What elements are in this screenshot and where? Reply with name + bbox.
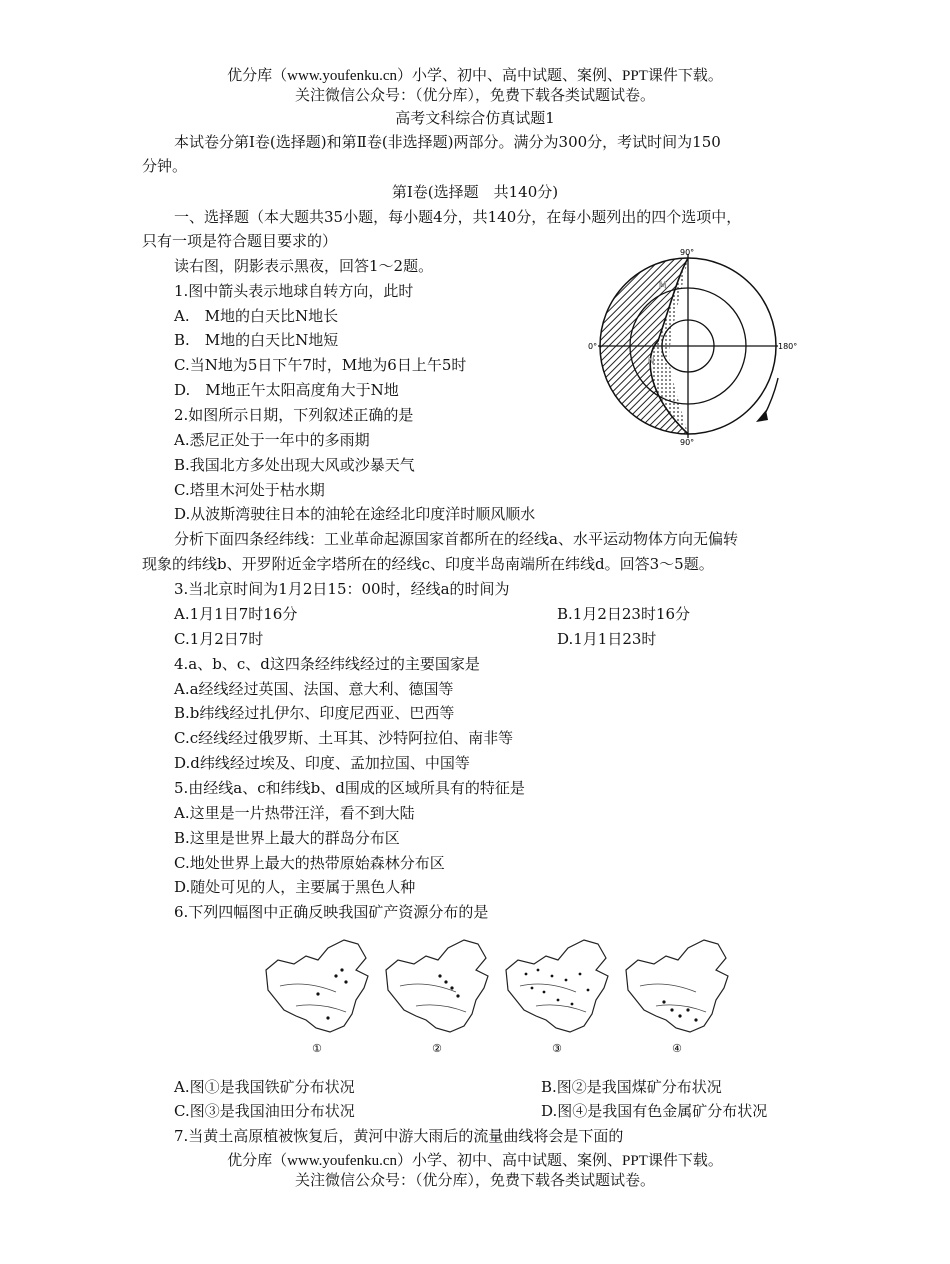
q1-option-a: A. M地的白天比N地长 bbox=[174, 307, 339, 325]
china-map-3 bbox=[506, 940, 608, 1055]
q2-option-b: B.我国北方多处出现大风或沙暴天气 bbox=[174, 456, 415, 474]
q4-option-b: B.b纬线经过扎伊尔、印度尼西亚、巴西等 bbox=[174, 704, 455, 722]
q6-option-c: C.图③是我国油田分布状况 bbox=[174, 1102, 355, 1120]
header-line-1: 优分库（www.youfenku.cn）小学、初中、高中试题、案例、PPT课件下载。 bbox=[227, 68, 723, 84]
header-line-2: 关注微信公众号：（优分库），免费下载各类试题试卷。 bbox=[294, 88, 655, 104]
china-map-2 bbox=[386, 940, 488, 1055]
q2-option-d: D.从波斯湾驶往日本的油轮在途经北印度洋时顺风顺水 bbox=[174, 505, 536, 523]
q6-option-d: D.图④是我国有色金属矿分布状况 bbox=[541, 1102, 768, 1120]
label-n: N bbox=[648, 357, 655, 367]
q4-option-c: C.c经线经过俄罗斯、土耳其、沙特阿拉伯、南非等 bbox=[174, 729, 514, 747]
analysis-line-1: 分析下面四条经纬线：工业革命起源国家首都所在的经线a、水平运动物体方向无偏转 bbox=[174, 530, 738, 548]
instructions-line-2: 只有一项是符合题目要求的） bbox=[142, 232, 338, 250]
map-label-1: ① bbox=[312, 1042, 322, 1055]
map-label-2: ② bbox=[432, 1042, 442, 1055]
intro-line-1: 本试卷分第Ⅰ卷(选择题)和第Ⅱ卷(非选择题)两部分。满分为300分，考试时间为150 bbox=[174, 133, 721, 151]
footer-line-2: 关注微信公众号：（优分库），免费下载各类试题试卷。 bbox=[294, 1173, 655, 1189]
label-90-top: 90° bbox=[680, 248, 695, 257]
china-map-1 bbox=[266, 940, 368, 1055]
label-m: M bbox=[659, 281, 667, 291]
q3-stem: 3.当北京时间为1月2日15：00时，经线a的时间为 bbox=[174, 580, 510, 598]
section-title: 第Ⅰ卷(选择题 共140分) bbox=[391, 183, 559, 201]
q1-option-d: D. M地正午太阳高度角大于N地 bbox=[174, 381, 399, 399]
q2-option-a: A.悉尼正处于一年中的多雨期 bbox=[174, 431, 370, 449]
q5-option-d: D.随处可见的人，主要属于黑色人种 bbox=[174, 878, 416, 896]
footer-line-1: 优分库（www.youfenku.cn）小学、初中、高中试题、案例、PPT课件下载。 bbox=[227, 1153, 723, 1169]
q3-option-c: C.1月2日7时 bbox=[174, 630, 264, 648]
q1-option-b: B. M地的白天比N地短 bbox=[174, 331, 339, 349]
analysis-line-2: 现象的纬线b、开罗附近金字塔所在的经线c、印度半岛南端所在纬线d。回答3～5题。 bbox=[142, 555, 714, 573]
q1-stem: 1.图中箭头表示地球自转方向，此时 bbox=[174, 282, 414, 300]
label-90-bottom: 90° bbox=[680, 438, 695, 446]
q2-stem: 2.如图所示日期，下列叙述正确的是 bbox=[174, 406, 414, 424]
q1-option-c: C.当N地为5日下午7时，M地为6日上午5时 bbox=[174, 356, 467, 374]
q4-option-d: D.d纬线经过埃及、印度、孟加拉国、中国等 bbox=[174, 754, 470, 772]
globe-diagram bbox=[588, 246, 808, 446]
page-title: 高考文科综合仿真试题1 bbox=[395, 109, 555, 127]
rotation-arrowhead-icon bbox=[756, 410, 768, 422]
q4-option-a: A.a经线经过英国、法国、意大利、德国等 bbox=[174, 680, 454, 698]
globe-figure bbox=[588, 246, 808, 446]
map-label-3: ③ bbox=[552, 1042, 562, 1055]
q3-option-d: D.1月1日23时 bbox=[557, 630, 657, 648]
read-figure-prompt: 读右图，阴影表示黑夜，回答1～2题。 bbox=[174, 257, 434, 275]
label-0: 0° bbox=[588, 342, 598, 351]
china-map-4 bbox=[626, 940, 728, 1055]
q7-stem: 7.当黄土高原植被恢复后，黄河中游大雨后的流量曲线将会是下面的 bbox=[174, 1127, 624, 1145]
q5-option-b: B.这里是世界上最大的群岛分布区 bbox=[174, 829, 400, 847]
q3-option-a: A.1月1日7时16分 bbox=[174, 605, 298, 623]
q6-option-b: B.图②是我国煤矿分布状况 bbox=[541, 1078, 722, 1096]
q2-option-c: C.塔里木河处于枯水期 bbox=[174, 481, 325, 499]
instructions-line-1: 一、选择题（本大题共35小题，每小题4分，共140分，在每小题列出的四个选项中， bbox=[174, 208, 742, 226]
q3-option-b: B.1月2日23时16分 bbox=[557, 605, 691, 623]
label-180: 180° bbox=[778, 342, 798, 351]
q6-option-a: A.图①是我国铁矿分布状况 bbox=[174, 1078, 355, 1096]
china-maps-figure bbox=[252, 926, 732, 1056]
q5-stem: 5.由经线a、c和纬线b、d围成的区域所具有的特征是 bbox=[174, 779, 525, 797]
q5-option-a: A.这里是一片热带汪洋，看不到大陆 bbox=[174, 804, 415, 822]
intro-line-2: 分钟。 bbox=[142, 157, 188, 175]
rotation-arrow-icon bbox=[764, 378, 778, 416]
q6-stem: 6.下列四幅图中正确反映我国矿产资源分布的是 bbox=[174, 903, 489, 921]
map-label-4: ④ bbox=[672, 1042, 682, 1055]
q4-stem: 4.a、b、c、d这四条经纬线经过的主要国家是 bbox=[174, 655, 480, 673]
china-maps bbox=[252, 926, 732, 1056]
q5-option-c: C.地处世界上最大的热带原始森林分布区 bbox=[174, 854, 445, 872]
